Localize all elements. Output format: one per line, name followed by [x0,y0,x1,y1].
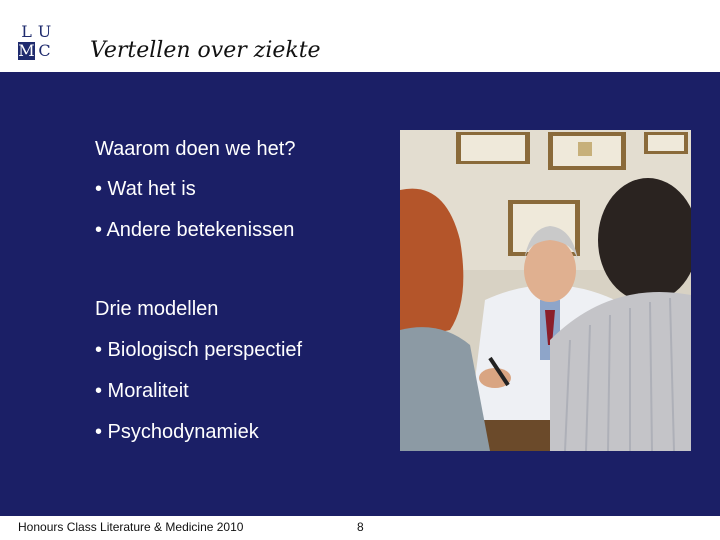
bullet-item: • Psychodynamiek [95,421,259,443]
footer-text: Honours Class Literature & Medicine 2010 [18,520,244,534]
bullet-item: • Biologisch perspectief [95,339,303,361]
slide-title: Vertellen over ziekte [90,38,321,63]
section-heading: Waarom doen we het? [95,138,296,160]
logo-letter: C [38,41,51,60]
doctor-consultation-photo [400,130,691,451]
bullet-item: • Moraliteit [95,380,189,402]
section-heading: Drie modellen [95,298,219,320]
logo-letter: L [21,22,32,41]
bullet-item: • Wat het is [95,178,196,200]
lumc-logo [18,23,54,61]
slide-footer [0,516,720,540]
logo-letter: M [18,41,35,60]
bullet-item: • Andere betekenissen [95,219,295,241]
logo-letter: U [37,22,52,41]
slide-header [0,0,720,72]
page-number: 8 [357,520,364,534]
